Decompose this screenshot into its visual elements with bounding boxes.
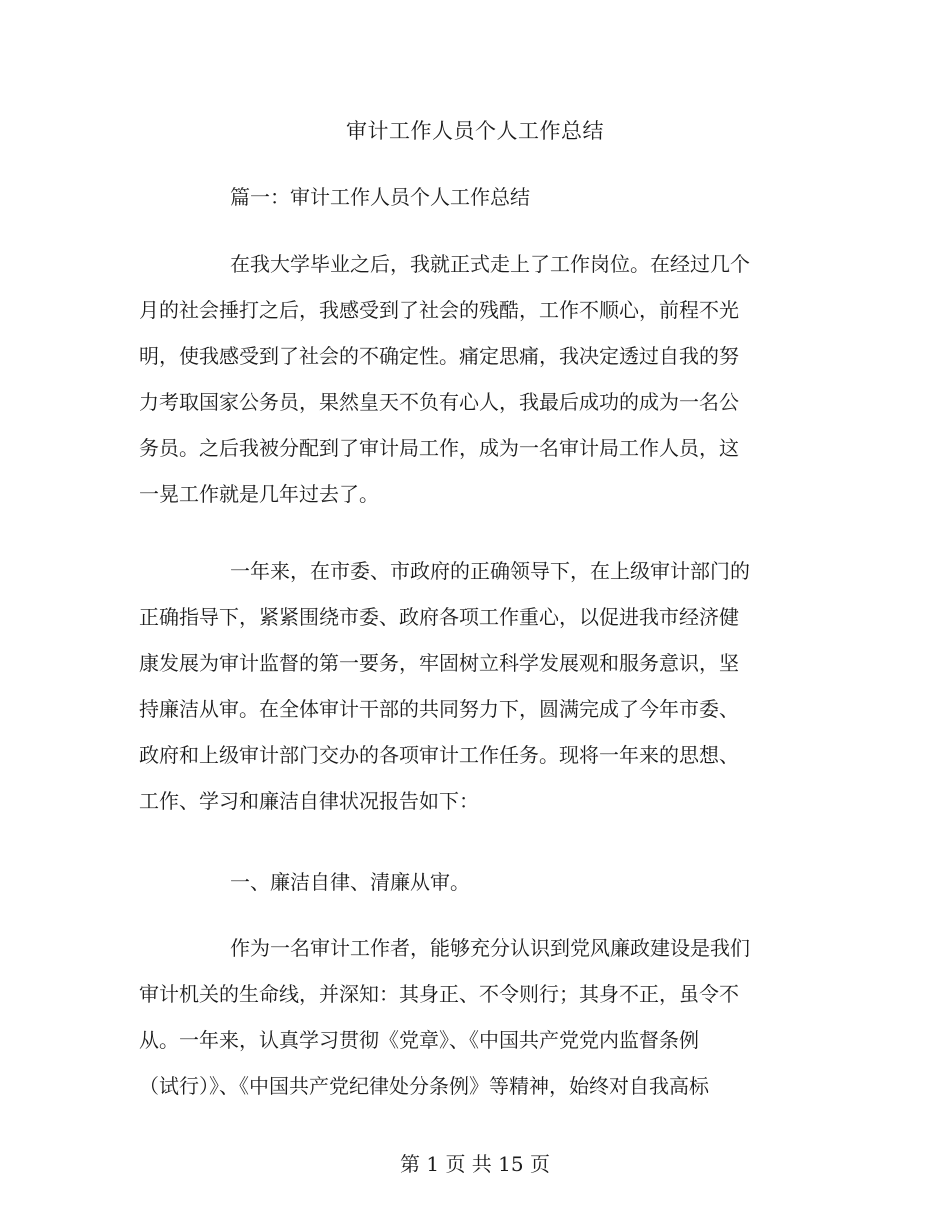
total-page-count: 15 [498,1152,524,1176]
paragraph-2 [139,548,759,824]
paragraph-line: 政府和上级审计部门交办的各项审计工作任务。现将一年来的思想、 [139,743,739,767]
paragraph-line: 明，使我感受到了社会的不确定性。痛定思痛，我决定透过自我的努 [139,344,739,368]
document-title: 审计工作人员个人工作总结 [346,119,604,143]
paragraph-line: 一年来，在市委、市政府的正确领导下，在上级审计部门的 [230,559,750,583]
page-number-footer [0,1148,950,1177]
paragraph-line: 正确指导下，紧紧围绕市委、政府各项工作重心，以促进我市经济健 [139,605,739,629]
paragraph-line: 一晃工作就是几年过去了。 [139,482,379,506]
paragraph-line: 月的社会捶打之后，我感受到了社会的残酷，工作不顺心，前程不光 [139,298,739,322]
footer-middle: 页 共 [445,1152,492,1176]
paragraph-line: 审计机关的生命线，并深知：其身正、不令则行；其身不正，虽令不 [139,982,739,1006]
paragraph-1 [139,241,759,517]
footer-prefix: 第 [400,1152,420,1176]
paragraph-line: 务员。之后我被分配到了审计局工作，成为一名审计局工作人员，这 [139,436,739,460]
paragraph-line: 作为一名审计工作者，能够充分认识到党风廉政建设是我们 [230,936,750,960]
paragraph-line: 工作、学习和廉洁自律状况报告如下： [139,789,479,813]
paragraph-3 [139,925,759,1109]
footer-suffix: 页 [529,1152,550,1176]
section-heading: 一、廉洁自律、清廉从审。 [230,870,470,894]
paragraph-line: （试行）》、《中国共产党纪律处分条例》等精神，始终对自我高标 [139,1074,709,1098]
paragraph-line: 持廉洁从审。在全体审计干部的共同努力下，圆满完成了今年市委、 [139,697,739,721]
paragraph-line: 力考取国家公务员，果然皇天不负有心人，我最后成功的成为一名公 [139,390,739,414]
current-page-number: 1 [426,1152,440,1176]
paragraph-line: 从。一年来，认真学习贯彻《党章》、《中国共产党党内监督条例 [139,1028,699,1052]
paragraph-line: 在我大学毕业之后，我就正式走上了工作岗位。在经过几个 [230,252,750,276]
paragraph-line: 康发展为审计监督的第一要务，牢固树立科学发展观和服务意识，坚 [139,651,739,675]
document-subtitle: 篇一：审计工作人员个人工作总结 [230,185,530,209]
